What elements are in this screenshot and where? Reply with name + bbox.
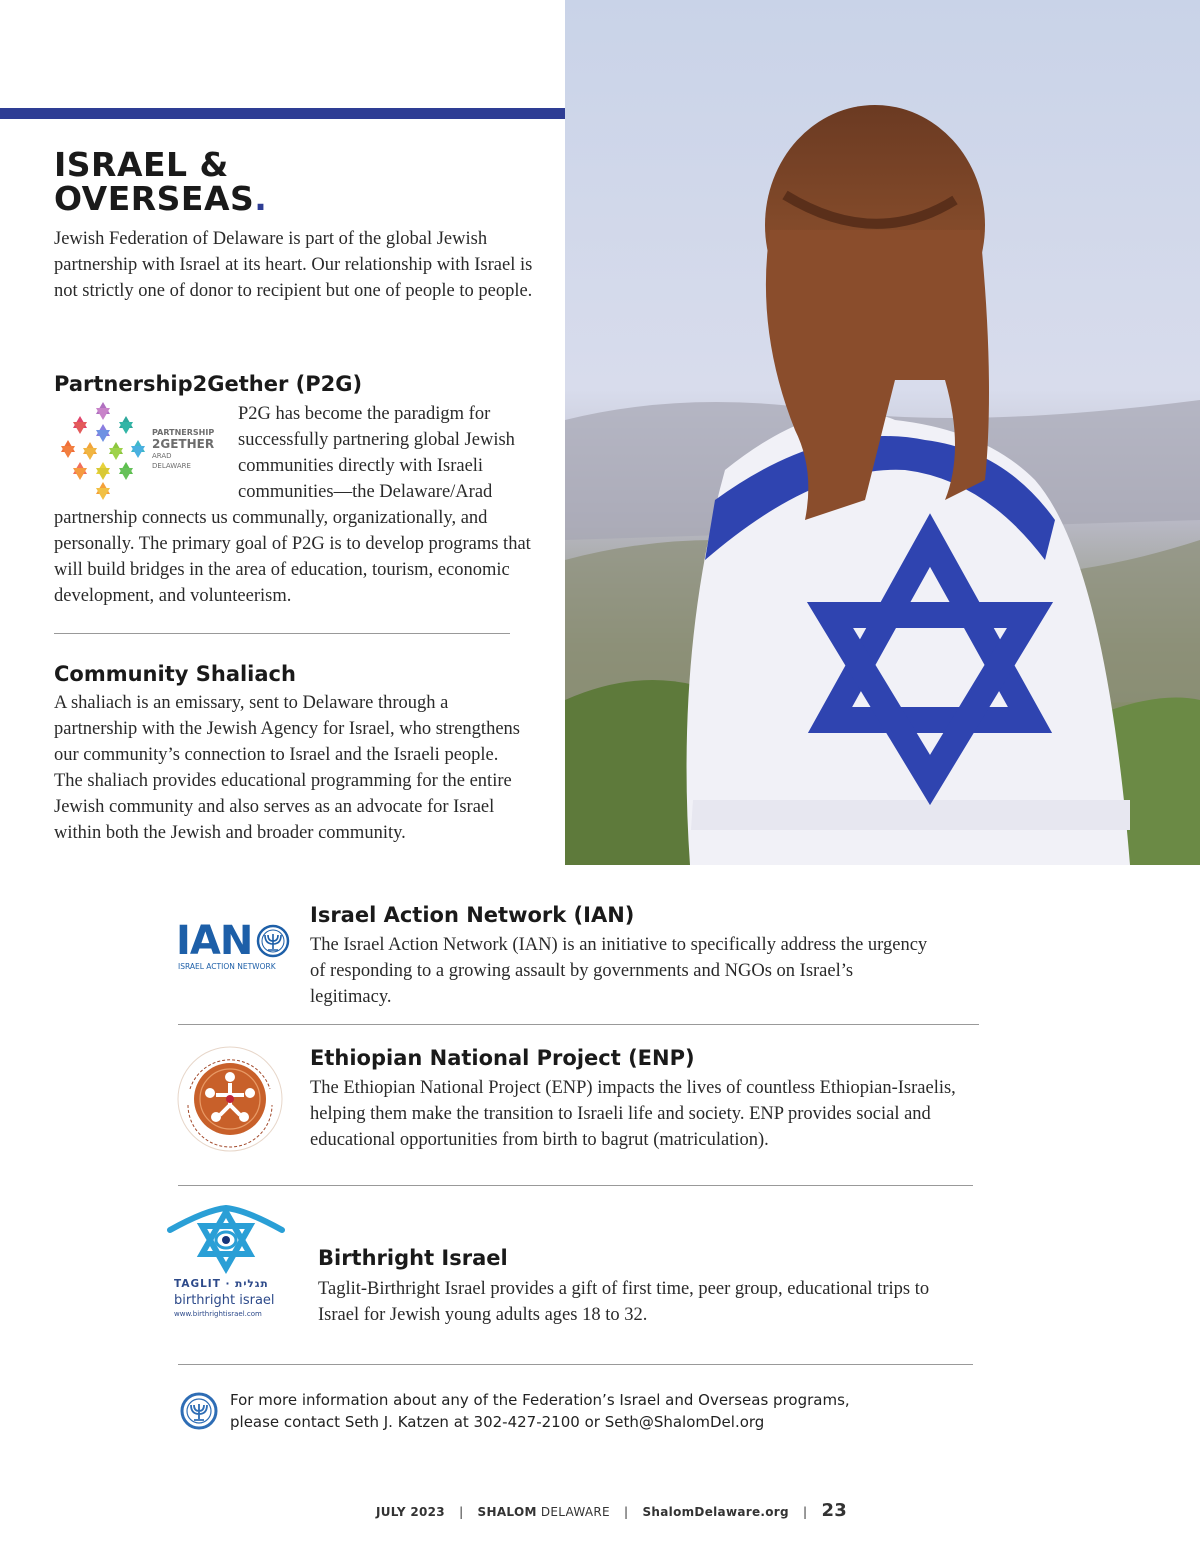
p2g-logo-delaware: DELAWARE (152, 462, 191, 470)
birthright-logo (166, 1202, 291, 1327)
p2g-heading: Partnership2Gether (P2G) (54, 372, 363, 396)
p2g-logo (58, 400, 228, 500)
p2g-body: partnership connects us communally, organizationally, and personally. The primary goal of P2G is to develop programs that will build bridges in the area of education, tourism, economic development, and volunteerism. (54, 508, 531, 606)
birthright-logo-url: www.birthrightisrael.com (174, 1310, 262, 1318)
footer-separator-2: | (624, 1505, 629, 1519)
shaliach-heading: Community Shaliach (54, 662, 296, 686)
footer-separator: | (459, 1505, 464, 1519)
footer-website: ShalomDelaware.org (642, 1505, 789, 1519)
footer-date: JULY 2023 (376, 1505, 445, 1519)
p2g-logo-arad: ARAD (152, 452, 172, 460)
hero-photo-flag (565, 0, 1200, 865)
title-line-1: ISRAEL & (54, 145, 229, 184)
p2g-body-wrap: P2G has become the paradigm for successfully partnering global Jewish communities directly with Israeli communities—the Delaware/Arad (238, 404, 515, 502)
shaliach-body: A shaliach is an emissary, sent to Delaware through a partnership with the Jewish Agency for Israel, who strengthens our community’s connection to Israel and the Israeli people. The shaliach provides educational programming for the entire Jewish community and also serves as an advocate for Israel within both the Jewish and broader community. (54, 693, 520, 843)
p2g-stars-icon (58, 400, 148, 500)
birthright-heading: Birthright Israel (318, 1246, 508, 1270)
contact-info (230, 1389, 930, 1433)
ian-menorah-icon (256, 924, 290, 958)
ian-body: The Israel Action Network (IAN) is an initiative to specifically address the urgency of responding to a growing assault by governments and NGOs on Israel’s legitimacy. (310, 935, 928, 1007)
page-number: 23 (821, 1500, 848, 1521)
divider-3 (178, 1185, 973, 1186)
page-footer (376, 1500, 847, 1521)
birthright-logo-taglit: TAGLIT · תגלית (174, 1278, 269, 1290)
enp-heading: Ethiopian National Project (ENP) (310, 1046, 695, 1070)
divider-4 (178, 1364, 973, 1365)
footer-separator-3: | (803, 1505, 808, 1519)
p2g-logo-text (152, 428, 214, 471)
ian-heading: Israel Action Network (IAN) (310, 903, 635, 927)
birthright-body: Taglit-Birthright Israel provides a gift of first time, peer group, educational trips to Israel for Jewish young adults ages 18 to 32. (318, 1279, 930, 1325)
footer-brand-bold: SHALOM (477, 1505, 537, 1519)
enp-body: The Ethiopian National Project (ENP) impacts the lives of countless Ethiopian-Israelis, helping them make the transition to Israeli life and society. ENP provides social and educational opportunities from birth to bagrut (matriculation). (310, 1078, 956, 1150)
title-line-2 (54, 179, 268, 218)
accent-rule (0, 108, 565, 119)
intro-paragraph: Jewish Federation of Delaware is part of the global Jewish partnership with Israel at its heart. Our relationship with Israel is not strictly one of donor to recipient but one of people to people. (54, 229, 533, 301)
federation-menorah-icon (180, 1392, 218, 1430)
divider-2 (178, 1024, 979, 1025)
contact-line-1: For more information about any of the Federation’s Israel and Overseas programs, (230, 1391, 850, 1409)
ian-logo-text: IAN (176, 918, 253, 964)
p2g-logo-2gether: 2GETHER (152, 437, 215, 451)
divider-1 (54, 633, 510, 634)
enp-logo (176, 1045, 286, 1155)
ian-logo-sub: ISRAEL ACTION NETWORK (178, 962, 276, 971)
title-word-overseas: OVERSEAS (54, 179, 255, 218)
title-dot: . (254, 179, 268, 218)
enp-emblem-icon (176, 1045, 284, 1153)
birthright-logo-name: birthright israel (174, 1293, 275, 1308)
birthright-eye-star-icon (166, 1202, 286, 1277)
footer-brand-light: DELAWARE (540, 1505, 610, 1519)
contact-line-2: please contact Seth J. Katzen at 302-427-2100 or Seth@ShalomDel.org (230, 1413, 765, 1431)
page-title (54, 145, 268, 218)
p2g-logo-partnership: PARTNERSHIP (152, 428, 215, 437)
ian-logo (176, 920, 296, 975)
